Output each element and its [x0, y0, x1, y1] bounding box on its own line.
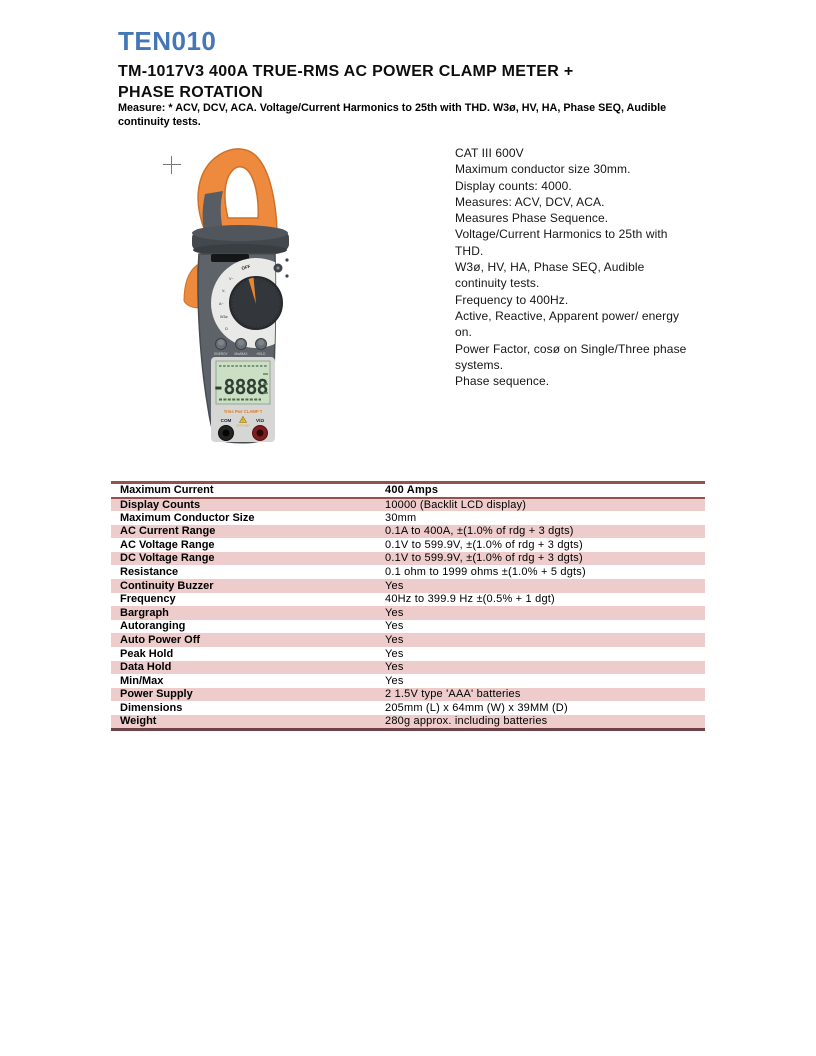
dial-label-ohm: Ω	[225, 327, 228, 331]
spec-value: Yes	[385, 647, 404, 660]
button-label-minmax: Min/MAX	[234, 352, 248, 356]
jack-warning-label: CAT III 600V	[236, 424, 250, 428]
spec-row	[111, 565, 705, 579]
feature-item: CAT III 600V	[455, 146, 524, 160]
button-label-energy: ENERGY	[214, 352, 228, 356]
jack-label-com: COM	[220, 418, 232, 423]
spec-value: 10000 (Backlit LCD display)	[385, 498, 705, 512]
spec-label: Autoranging	[120, 620, 186, 633]
aux-dot	[285, 258, 288, 261]
feature-list	[455, 145, 693, 389]
spec-value: Yes	[385, 579, 705, 593]
feature-item: Power Factor, cosø on Single/Three phase systems.	[455, 341, 687, 372]
spec-label: Dimensions	[120, 701, 183, 714]
spec-row	[111, 483, 705, 498]
spec-label: Min/Max	[120, 674, 164, 687]
feature-item: Measures: ACV, DCV, ACA.	[455, 194, 605, 209]
spec-value: 400 Amps	[385, 483, 705, 498]
spec-value: Yes	[385, 620, 404, 633]
spec-row	[111, 498, 705, 512]
spec-value: 40Hz to 399.9 Hz ±(0.5% + 1 dgt)	[385, 593, 555, 606]
svg-text:!: !	[242, 418, 244, 423]
aux-dot2	[285, 274, 288, 277]
spec-row	[111, 715, 705, 729]
spec-row	[111, 620, 705, 634]
spec-row	[111, 579, 705, 593]
spec-label: Continuity Buzzer	[111, 579, 385, 593]
spec-label: Maximum Current	[111, 483, 385, 498]
spec-label: Frequency	[120, 593, 176, 606]
spec-value: 280g approx. including batteries	[385, 715, 705, 729]
feature-item: Display counts: 4000.	[455, 178, 572, 193]
spec-row	[111, 688, 705, 702]
jack-label-vohm: V/Ω	[255, 418, 265, 423]
dial-label-aac: A~	[219, 302, 224, 306]
spec-label: Weight	[111, 715, 385, 729]
spec-value: Yes	[385, 633, 705, 647]
lcd-digits: -8888	[212, 375, 268, 399]
product-title: TM-1017V3 400A TRUE-RMS AC POWER CLAMP METER + PHASE ROTATION	[118, 63, 574, 101]
spec-row	[111, 525, 705, 539]
spec-label: Resistance	[120, 566, 179, 579]
product-code: TEN010	[118, 26, 217, 56]
clamp-jaw-gray-segment	[203, 191, 223, 231]
spec-value: 0.1 ohm to 1999 ohms ±(1.0% + 5 dgts)	[385, 566, 586, 579]
spec-label: Power Supply	[111, 688, 385, 702]
spec-value: Yes	[385, 606, 705, 620]
spec-row	[111, 606, 705, 620]
dial-label-w3: W3ø	[220, 315, 228, 319]
spec-table	[111, 481, 705, 731]
spec-row	[111, 552, 705, 566]
spec-row	[111, 661, 705, 675]
feature-item: W3ø, HV, HA, Phase SEQ, Audible continuity tests.	[455, 260, 645, 291]
spec-label: Data Hold	[111, 661, 385, 675]
feature-item: Frequency to 400Hz.	[455, 292, 569, 307]
spec-value: Yes	[385, 674, 404, 687]
spec-value: Yes	[385, 661, 705, 675]
spec-value: 0.1A to 400A, ±(1.0% of rdg + 3 dgts)	[385, 525, 705, 539]
feature-item: Maximum conductor size 30mm.	[455, 162, 631, 177]
spec-value: 205mm (L) x 64mm (W) x 39MM (D)	[385, 701, 568, 714]
spec-row	[111, 701, 705, 715]
spec-label: AC Voltage Range	[120, 538, 215, 551]
spec-row	[111, 647, 705, 661]
spec-row	[111, 511, 705, 525]
function-buttons	[214, 339, 266, 357]
spec-row	[111, 538, 705, 552]
spec-row	[111, 633, 705, 647]
feature-item: Active, Reactive, Apparent power/ energy on.	[455, 308, 680, 340]
feature-item: Voltage/Current Harmonics to 25th with THD.	[455, 227, 668, 258]
dial-label-off: OFF	[240, 263, 251, 271]
spec-label: Peak Hold	[120, 647, 174, 660]
spec-label: AC Current Range	[111, 525, 385, 539]
crosshair-icon	[163, 156, 181, 174]
spec-row	[111, 674, 705, 688]
dial-label-vac: V~	[229, 277, 234, 281]
spec-label: Display Counts	[111, 498, 385, 512]
spec-value: 30mm	[385, 511, 417, 524]
product-image-area	[150, 140, 450, 450]
button-label-hold: HOLD	[256, 352, 266, 356]
brand-line: Trms Pwr CLAMP T	[223, 409, 263, 414]
clamp-meter-image	[183, 146, 298, 446]
feature-item: Phase sequence.	[455, 374, 550, 389]
spec-label: Bargraph	[111, 606, 385, 620]
spec-table-body	[111, 483, 705, 730]
feature-item: Measures Phase Sequence.	[455, 211, 609, 226]
spec-value: 0.1V to 599.9V, ±(1.0% of rdg + 3 dgts)	[385, 538, 583, 551]
spec-label: Auto Power Off	[111, 633, 385, 647]
spec-value: 2 1.5V type 'AAA' batteries	[385, 688, 705, 702]
spec-label: DC Voltage Range	[111, 552, 385, 566]
spec-label: Maximum Conductor Size	[120, 511, 255, 524]
spec-value: 0.1V to 599.9V, ±(1.0% of rdg + 3 dgts)	[385, 552, 705, 566]
measure-note: Measure: * ACV, DCV, ACA. Voltage/Current Harmonics to 25th with THD. W3ø, HV, HA, Phase SEQ, Audible continuity tests.	[118, 102, 667, 128]
spec-row	[111, 593, 705, 607]
dial-label-vdc: V-	[222, 289, 226, 293]
